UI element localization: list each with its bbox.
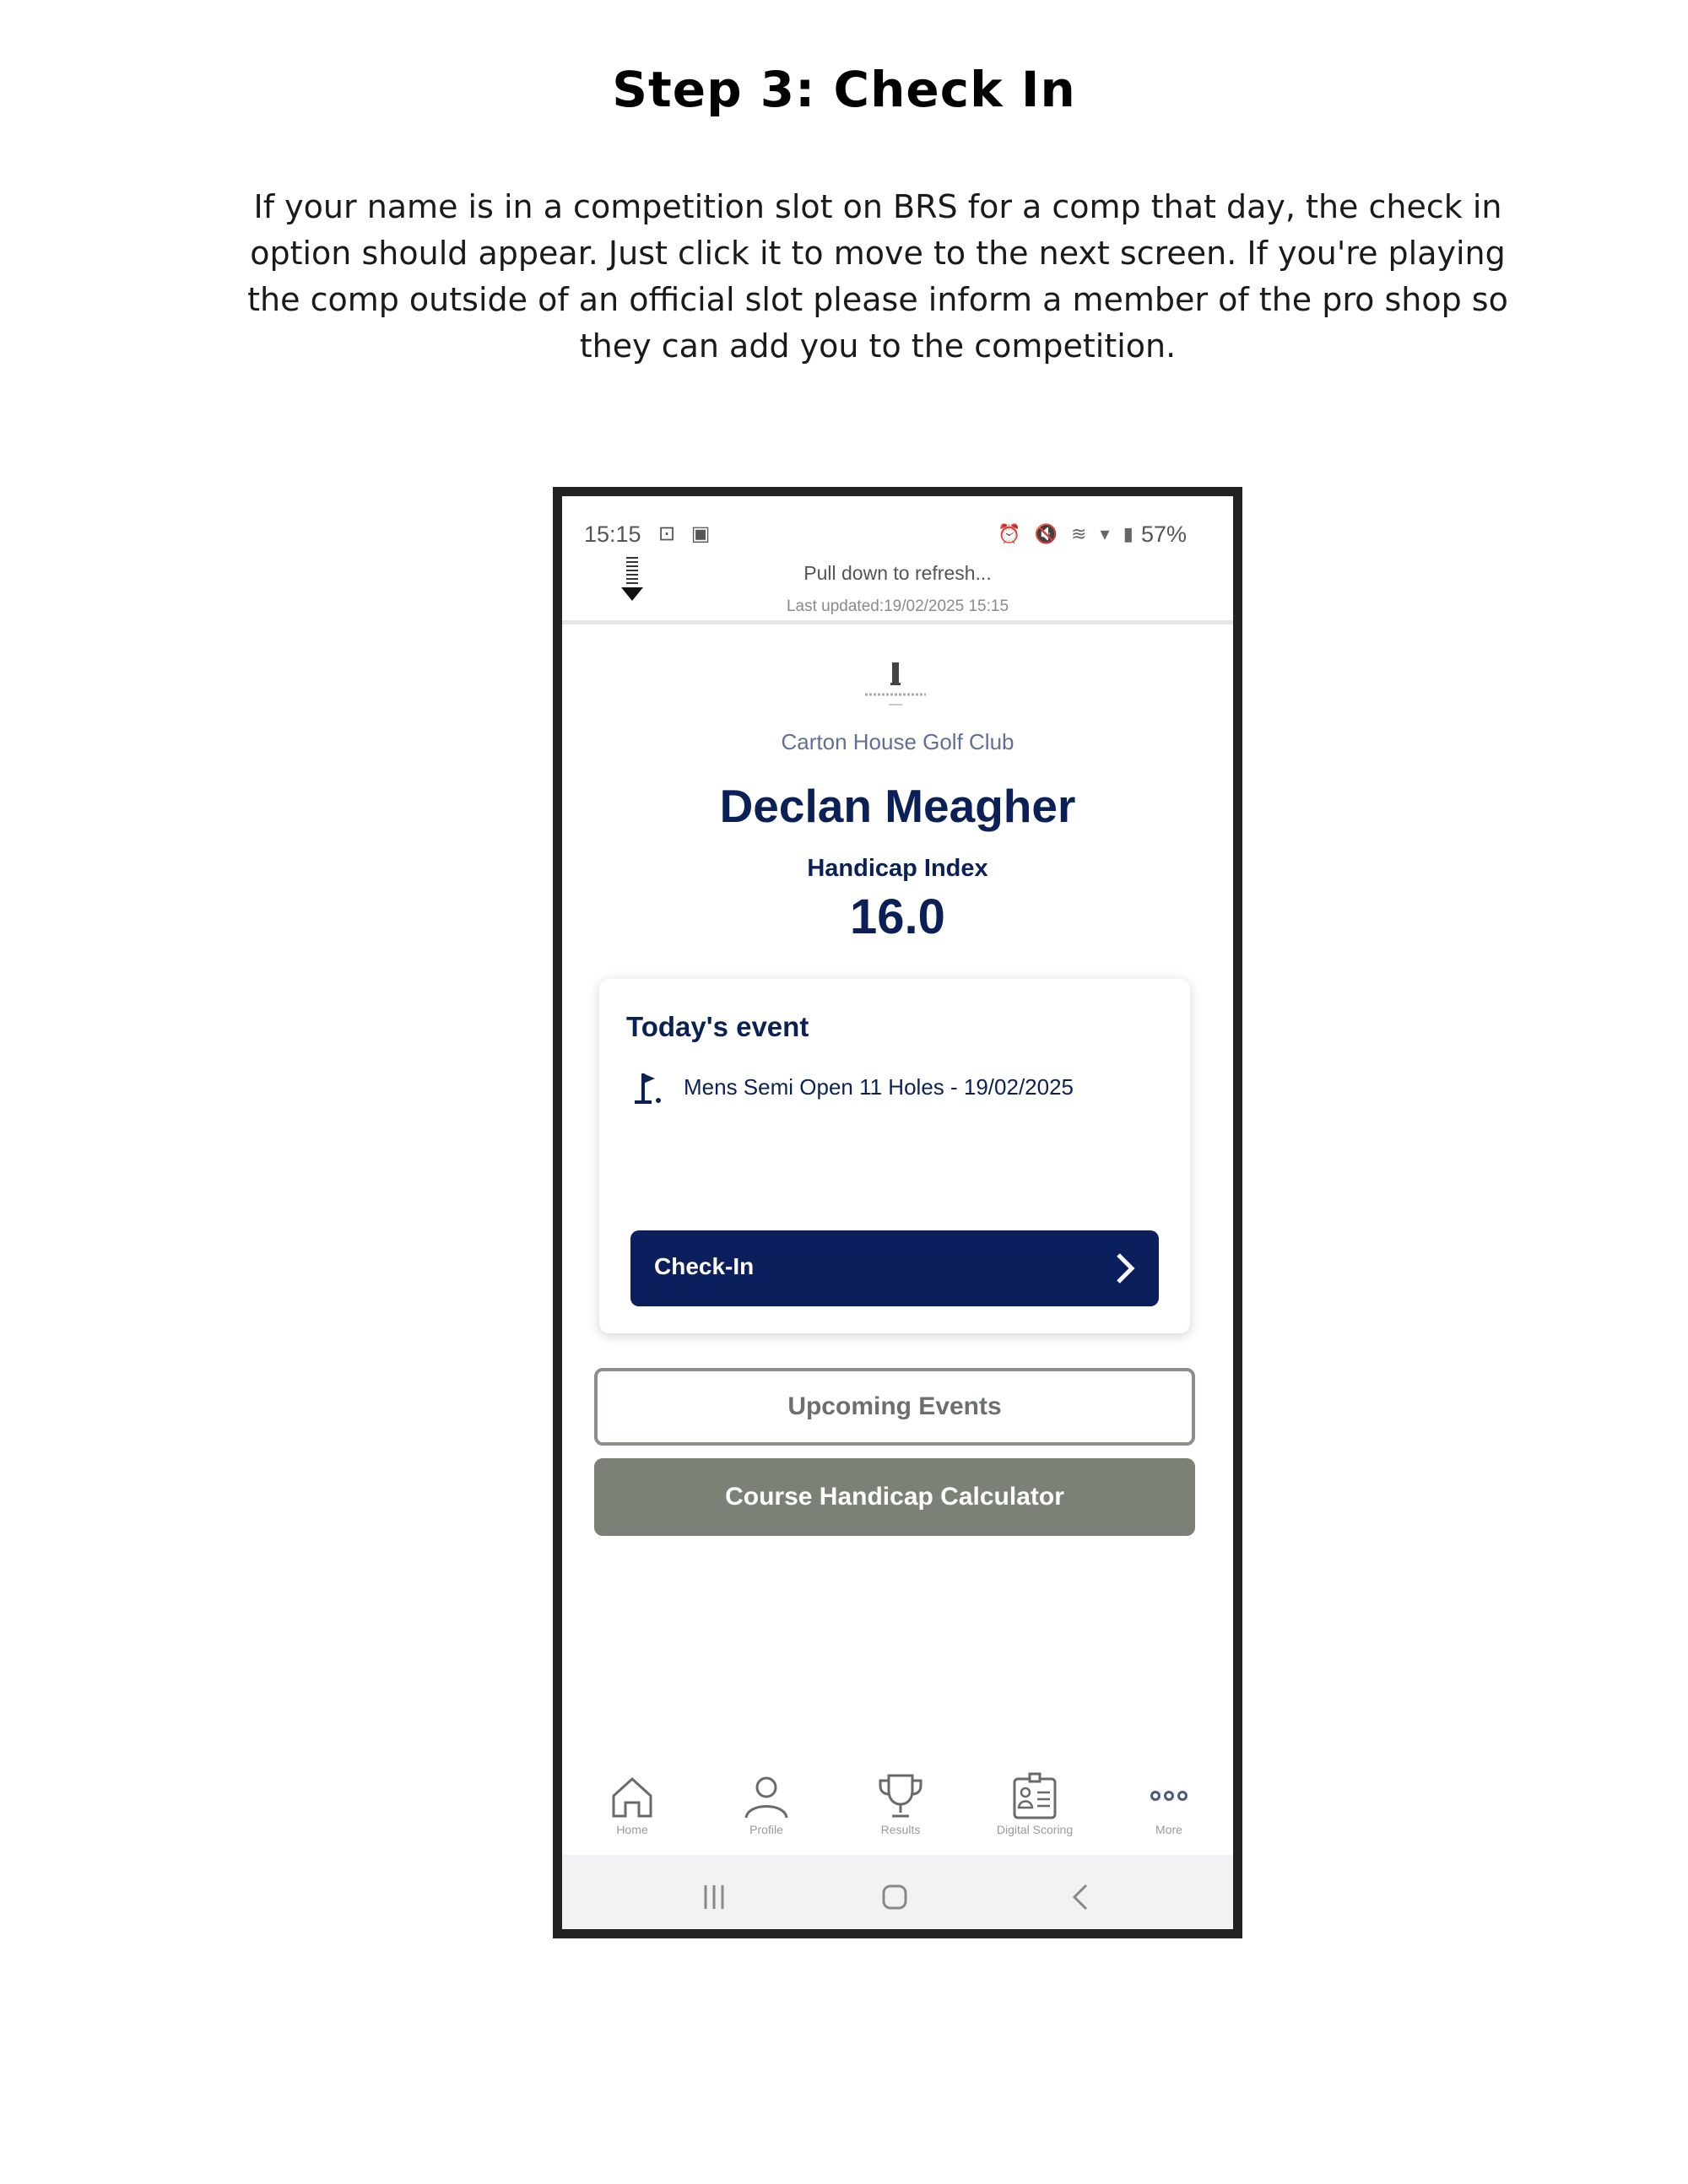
nav-results[interactable] <box>837 1770 964 1836</box>
nav-home[interactable] <box>569 1770 695 1836</box>
more-icon <box>1144 1770 1194 1821</box>
nav-digital-scoring-label: Digital Scoring <box>996 1823 1074 1836</box>
nav-home-label: Home <box>616 1823 648 1836</box>
bottom-navigation <box>562 1770 1233 1851</box>
nav-profile-label: Profile <box>749 1823 783 1836</box>
todays-event-card <box>599 979 1190 1333</box>
phone-screenshot <box>553 487 1242 1938</box>
document-title: Step 3: Check In <box>612 61 1076 118</box>
chevron-right-icon <box>1112 1250 1137 1287</box>
nav-profile[interactable] <box>703 1770 830 1836</box>
player-name: Declan Meagher <box>719 780 1076 832</box>
home-icon <box>607 1770 657 1821</box>
event-heading: Today's event <box>626 1011 809 1042</box>
pull-to-refresh[interactable] <box>562 555 1233 624</box>
profile-icon <box>741 1770 792 1821</box>
recent-apps-icon[interactable] <box>697 1880 731 1914</box>
trophy-icon <box>875 1770 926 1821</box>
nav-results-label: Results <box>880 1823 921 1836</box>
nav-digital-scoring[interactable] <box>971 1770 1098 1836</box>
back-icon[interactable] <box>1064 1880 1098 1914</box>
check-in-button[interactable] <box>630 1230 1159 1306</box>
check-in-label: Check-In <box>654 1253 755 1279</box>
last-updated: Last updated:19/02/2025 15:15 <box>786 597 1009 615</box>
event-name[interactable]: Mens Semi Open 11 Holes - 19/02/2025 <box>684 1074 1074 1100</box>
status-time: 15:15 <box>584 522 641 547</box>
nav-more-label: More <box>1155 1823 1182 1836</box>
club-logo-icon <box>853 661 938 711</box>
document-instructions: If your name is in a competition slot on BRS for a comp that day, the check in option should appear. Just click it to move to the next screen. If you're playing the comp outside of an official slot please inform a member of the pro shop so they can add you to the competition. <box>247 188 1508 365</box>
status-bar <box>562 496 1233 547</box>
upcoming-events-button[interactable]: Upcoming Events <box>594 1368 1195 1446</box>
home-button-icon[interactable] <box>878 1880 912 1914</box>
screenshot-gallery-icons: ⊡ ▣ <box>658 522 716 545</box>
status-signal-icons: ⏰ 🔇 ≋ ▾ ▮ <box>998 523 1138 544</box>
handicap-label: Handicap Index <box>807 855 988 882</box>
club-name: Carton House Golf Club <box>781 729 1014 754</box>
battery-level: 57% <box>1141 522 1188 547</box>
android-system-bar <box>562 1855 1233 1938</box>
course-handicap-calculator-button[interactable]: Course Handicap Calculator <box>594 1458 1195 1536</box>
refresh-hint: Pull down to refresh... <box>803 562 992 584</box>
scorecard-icon <box>1009 1770 1060 1821</box>
handicap-value: 16.0 <box>850 889 945 944</box>
golf-flag-icon <box>630 1070 663 1106</box>
nav-more[interactable] <box>1106 1770 1232 1836</box>
